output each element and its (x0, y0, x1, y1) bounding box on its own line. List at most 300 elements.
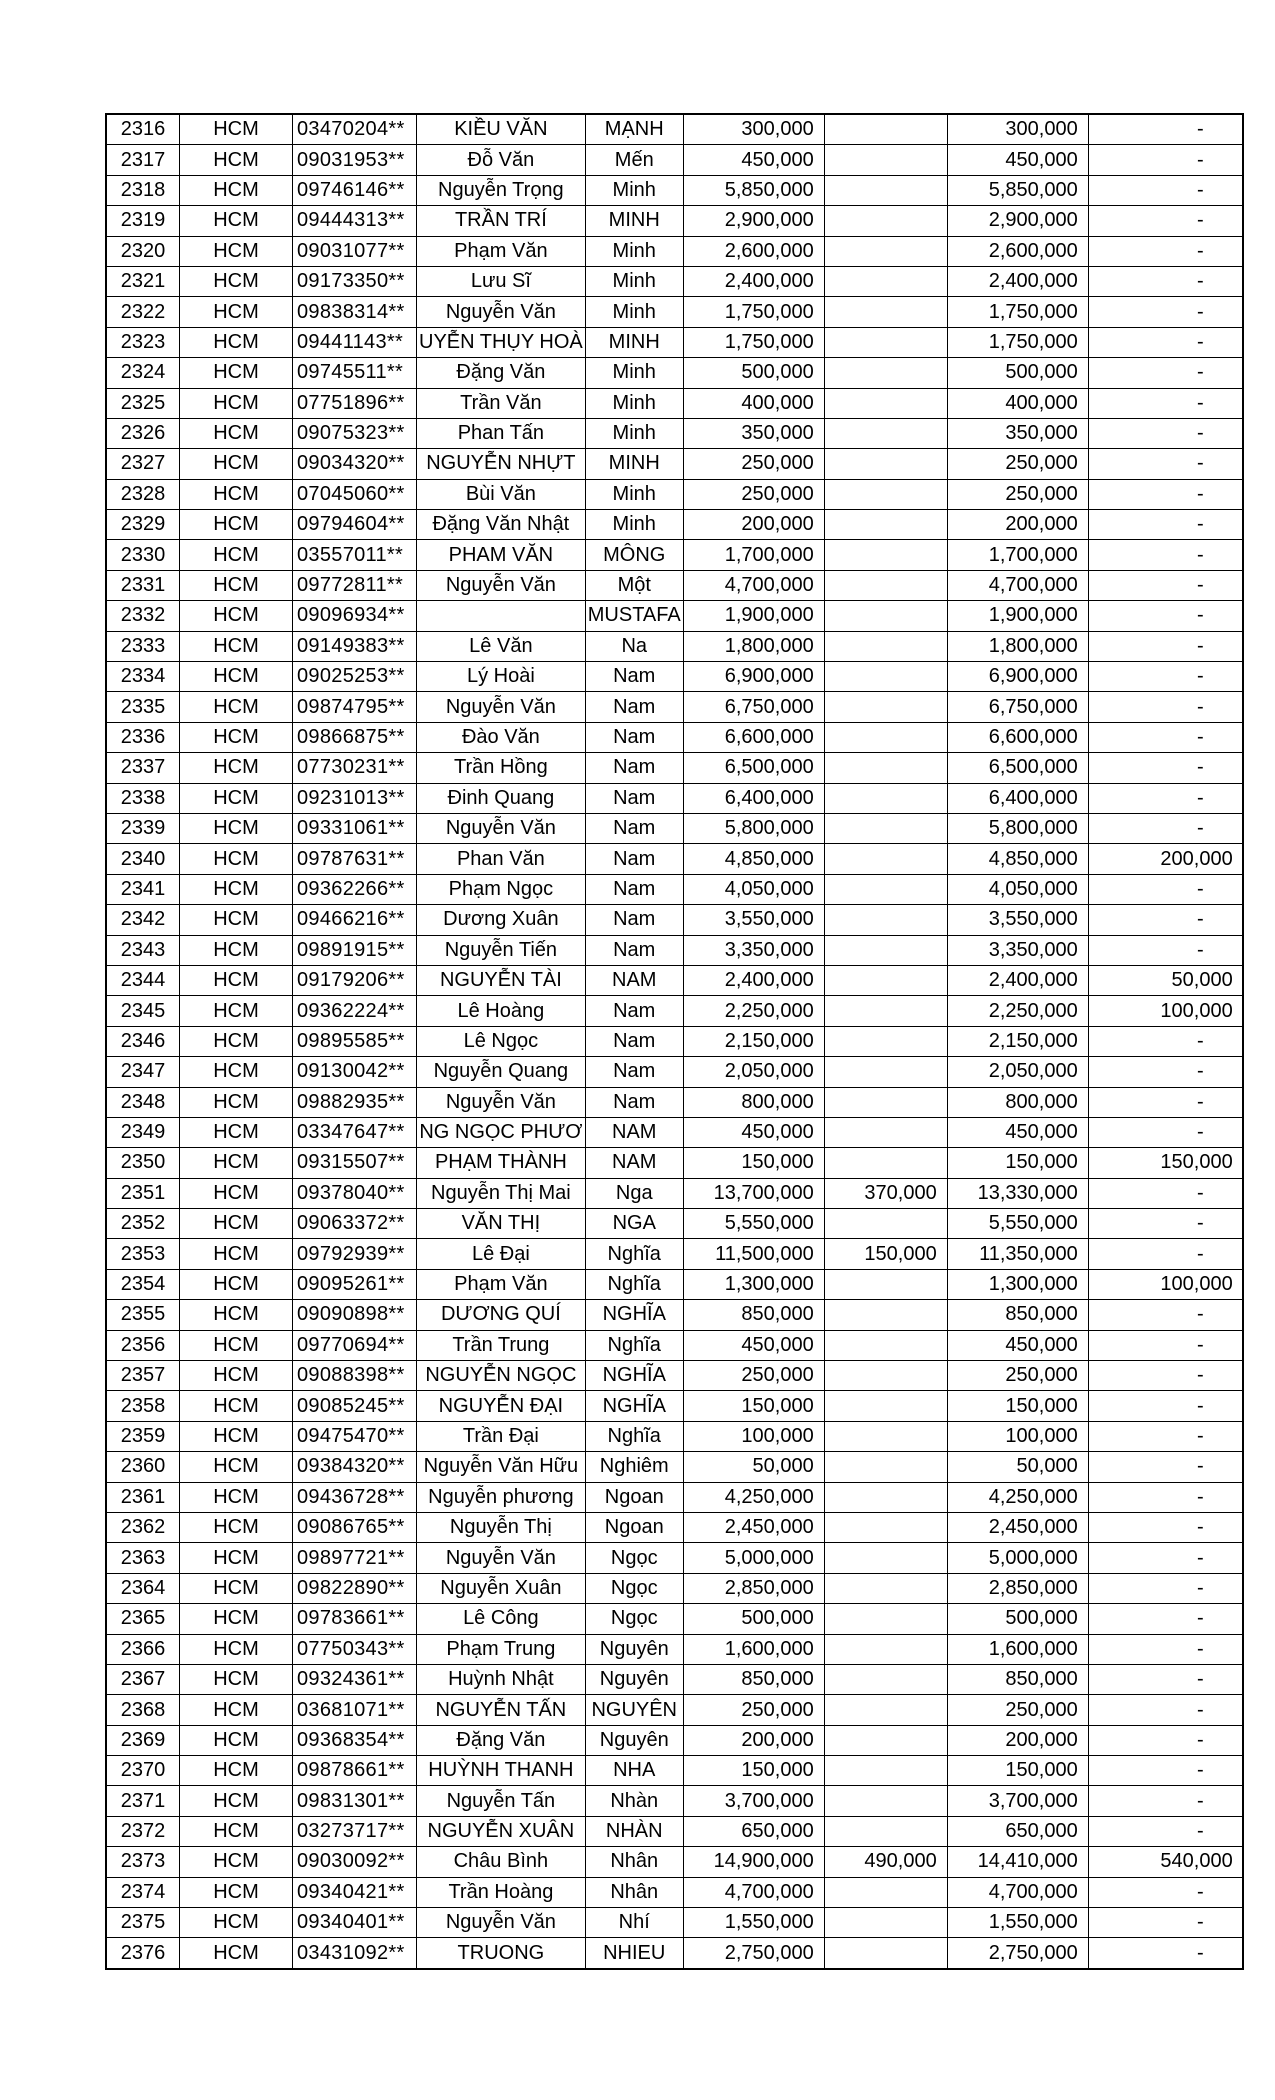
net-amount: 400,000 (947, 388, 1088, 418)
surname: Phạm Văn (417, 1269, 586, 1299)
fee (824, 1057, 947, 1087)
phone-number: 09878661** (293, 1756, 417, 1786)
row-number: 2327 (106, 449, 180, 479)
net-amount: 13,330,000 (947, 1178, 1088, 1208)
returned-amount: - (1088, 145, 1243, 175)
net-amount: 450,000 (947, 1330, 1088, 1360)
returned-amount: - (1088, 813, 1243, 843)
surname: PHAM VĂN (417, 540, 586, 570)
province: HCM (180, 1117, 293, 1147)
table-row (106, 570, 1243, 600)
net-amount: 450,000 (947, 145, 1088, 175)
phone-number: 03347647** (293, 1117, 417, 1147)
given-name: Ngọc (585, 1543, 683, 1573)
table-row (106, 1421, 1243, 1451)
net-amount: 2,450,000 (947, 1512, 1088, 1542)
fee (824, 206, 947, 236)
given-name: Nhân (585, 1847, 683, 1877)
net-amount: 4,050,000 (947, 874, 1088, 904)
returned-amount: 50,000 (1088, 965, 1243, 995)
table-row (106, 1938, 1243, 1969)
province: HCM (180, 145, 293, 175)
amount: 3,550,000 (683, 905, 824, 935)
row-number: 2359 (106, 1421, 180, 1451)
net-amount: 1,800,000 (947, 631, 1088, 661)
amount: 6,750,000 (683, 692, 824, 722)
given-name: Nam (585, 722, 683, 752)
table-row (106, 1512, 1243, 1542)
province: HCM (180, 631, 293, 661)
province: HCM (180, 1908, 293, 1938)
phone-number: 09030092** (293, 1847, 417, 1877)
phone-number: 09088398** (293, 1361, 417, 1391)
row-number: 2333 (106, 631, 180, 661)
phone-number: 09324361** (293, 1664, 417, 1694)
province: HCM (180, 783, 293, 813)
phone-number: 09034320** (293, 449, 417, 479)
row-number: 2336 (106, 722, 180, 752)
returned-amount: - (1088, 1421, 1243, 1451)
surname: Lê Đại (417, 1239, 586, 1269)
given-name: Mến (585, 145, 683, 175)
given-name: Minh (585, 510, 683, 540)
table-row (106, 145, 1243, 175)
province: HCM (180, 1330, 293, 1360)
phone-number: 09130042** (293, 1057, 417, 1087)
net-amount: 6,900,000 (947, 662, 1088, 692)
given-name: Nam (585, 1087, 683, 1117)
surname: HUỲNH THANH (417, 1756, 586, 1786)
fee (824, 1634, 947, 1664)
net-amount: 300,000 (947, 114, 1088, 145)
phone-number: 09149383** (293, 631, 417, 661)
row-number: 2370 (106, 1756, 180, 1786)
amount: 4,050,000 (683, 874, 824, 904)
row-number: 2355 (106, 1300, 180, 1330)
fee (824, 388, 947, 418)
row-number: 2365 (106, 1604, 180, 1634)
returned-amount: - (1088, 935, 1243, 965)
given-name: Minh (585, 358, 683, 388)
fee (824, 358, 947, 388)
net-amount: 11,350,000 (947, 1239, 1088, 1269)
fee (824, 175, 947, 205)
amount: 800,000 (683, 1087, 824, 1117)
fee (824, 114, 947, 145)
returned-amount: - (1088, 1877, 1243, 1907)
given-name: NGHĨA (585, 1391, 683, 1421)
row-number: 2342 (106, 905, 180, 935)
amount: 250,000 (683, 449, 824, 479)
surname: NGUYỄN NGỌC (417, 1361, 586, 1391)
given-name: Minh (585, 236, 683, 266)
row-number: 2357 (106, 1361, 180, 1391)
amount: 6,600,000 (683, 722, 824, 752)
returned-amount: 150,000 (1088, 1148, 1243, 1178)
row-number: 2319 (106, 206, 180, 236)
fee (824, 266, 947, 296)
returned-amount: - (1088, 570, 1243, 600)
phone-number: 09096934** (293, 601, 417, 631)
returned-amount: 100,000 (1088, 1269, 1243, 1299)
row-number: 2331 (106, 570, 180, 600)
phone-number: 09444313** (293, 206, 417, 236)
phone-number: 09362224** (293, 996, 417, 1026)
amount: 450,000 (683, 145, 824, 175)
province: HCM (180, 1361, 293, 1391)
surname: Đinh Quang (417, 783, 586, 813)
fee: 370,000 (824, 1178, 947, 1208)
net-amount: 2,250,000 (947, 996, 1088, 1026)
fee (824, 1604, 947, 1634)
row-number: 2335 (106, 692, 180, 722)
province: HCM (180, 753, 293, 783)
fee (824, 540, 947, 570)
surname: Trần Trung (417, 1330, 586, 1360)
table-row (106, 874, 1243, 904)
table-row (106, 449, 1243, 479)
returned-amount: - (1088, 1573, 1243, 1603)
given-name: Ngọc (585, 1573, 683, 1603)
returned-amount: - (1088, 297, 1243, 327)
province: HCM (180, 1421, 293, 1451)
given-name: Nghĩa (585, 1330, 683, 1360)
net-amount: 5,550,000 (947, 1209, 1088, 1239)
net-amount: 2,400,000 (947, 266, 1088, 296)
fee (824, 662, 947, 692)
fee (824, 1786, 947, 1816)
returned-amount: - (1088, 905, 1243, 935)
amount: 6,900,000 (683, 662, 824, 692)
given-name: NGA (585, 1209, 683, 1239)
province: HCM (180, 327, 293, 357)
province: HCM (180, 1057, 293, 1087)
phone-number: 07750343** (293, 1634, 417, 1664)
province: HCM (180, 114, 293, 145)
net-amount: 5,850,000 (947, 175, 1088, 205)
surname: Lê Công (417, 1604, 586, 1634)
table-row (106, 905, 1243, 935)
amount: 3,700,000 (683, 1786, 824, 1816)
net-amount: 2,900,000 (947, 206, 1088, 236)
returned-amount: - (1088, 175, 1243, 205)
net-amount: 1,300,000 (947, 1269, 1088, 1299)
net-amount: 250,000 (947, 479, 1088, 509)
row-number: 2360 (106, 1452, 180, 1482)
row-number: 2364 (106, 1573, 180, 1603)
province: HCM (180, 1604, 293, 1634)
given-name: Một (585, 570, 683, 600)
given-name: Minh (585, 418, 683, 448)
amount: 150,000 (683, 1756, 824, 1786)
amount: 2,850,000 (683, 1573, 824, 1603)
fee (824, 935, 947, 965)
phone-number: 09770694** (293, 1330, 417, 1360)
row-number: 2341 (106, 874, 180, 904)
province: HCM (180, 1786, 293, 1816)
net-amount: 150,000 (947, 1391, 1088, 1421)
fee (824, 1573, 947, 1603)
phone-number: 03681071** (293, 1695, 417, 1725)
row-number: 2343 (106, 935, 180, 965)
amount: 5,850,000 (683, 175, 824, 205)
table-row (106, 631, 1243, 661)
fee (824, 783, 947, 813)
surname: Phan Tấn (417, 418, 586, 448)
surname: Lê Văn (417, 631, 586, 661)
phone-number: 09794604** (293, 510, 417, 540)
fee (824, 1482, 947, 1512)
fee (824, 1664, 947, 1694)
net-amount: 500,000 (947, 1604, 1088, 1634)
row-number: 2345 (106, 996, 180, 1026)
phone-number: 09031077** (293, 236, 417, 266)
net-amount: 850,000 (947, 1664, 1088, 1694)
province: HCM (180, 813, 293, 843)
phone-number: 09897721** (293, 1543, 417, 1573)
fee (824, 631, 947, 661)
province: HCM (180, 1847, 293, 1877)
province: HCM (180, 510, 293, 540)
province: HCM (180, 874, 293, 904)
net-amount: 150,000 (947, 1148, 1088, 1178)
phone-number: 09475470** (293, 1421, 417, 1451)
row-number: 2373 (106, 1847, 180, 1877)
table-row (106, 1178, 1243, 1208)
returned-amount: - (1088, 358, 1243, 388)
returned-amount: - (1088, 1026, 1243, 1056)
surname: Nguyễn Văn (417, 1543, 586, 1573)
province: HCM (180, 418, 293, 448)
given-name: Nam (585, 813, 683, 843)
returned-amount: - (1088, 1209, 1243, 1239)
phone-number: 09075323** (293, 418, 417, 448)
row-number: 2325 (106, 388, 180, 418)
phone-number: 09063372** (293, 1209, 417, 1239)
surname: Phạm Văn (417, 236, 586, 266)
table-body (106, 114, 1243, 1969)
amount: 14,900,000 (683, 1847, 824, 1877)
amount: 4,250,000 (683, 1482, 824, 1512)
amount: 850,000 (683, 1300, 824, 1330)
surname: KIỀU VĂN (417, 114, 586, 145)
given-name: Nam (585, 783, 683, 813)
phone-number: 03273717** (293, 1816, 417, 1846)
net-amount: 6,750,000 (947, 692, 1088, 722)
returned-amount: - (1088, 1057, 1243, 1087)
phone-number: 09378040** (293, 1178, 417, 1208)
table-row (106, 1695, 1243, 1725)
row-number: 2363 (106, 1543, 180, 1573)
amount: 650,000 (683, 1816, 824, 1846)
table-row (106, 266, 1243, 296)
net-amount: 2,150,000 (947, 1026, 1088, 1056)
surname: Nguyễn Thị Mai (417, 1178, 586, 1208)
net-amount: 100,000 (947, 1421, 1088, 1451)
given-name: Nga (585, 1178, 683, 1208)
table-row (106, 965, 1243, 995)
given-name: Nam (585, 996, 683, 1026)
table-row (106, 1269, 1243, 1299)
returned-amount: - (1088, 1330, 1243, 1360)
phone-number: 09866875** (293, 722, 417, 752)
net-amount: 250,000 (947, 1695, 1088, 1725)
fee: 150,000 (824, 1239, 947, 1269)
given-name: NGHĨA (585, 1361, 683, 1391)
amount: 6,500,000 (683, 753, 824, 783)
surname (417, 601, 586, 631)
net-amount: 1,600,000 (947, 1634, 1088, 1664)
net-amount: 500,000 (947, 358, 1088, 388)
returned-amount: 100,000 (1088, 996, 1243, 1026)
row-number: 2369 (106, 1725, 180, 1755)
amount: 150,000 (683, 1148, 824, 1178)
surname: Lý Hoài (417, 662, 586, 692)
fee (824, 479, 947, 509)
table-row (106, 935, 1243, 965)
surname: Nguyễn Văn (417, 1908, 586, 1938)
amount: 250,000 (683, 479, 824, 509)
returned-amount: - (1088, 601, 1243, 631)
table-row (106, 1908, 1243, 1938)
fee (824, 813, 947, 843)
table-row (106, 236, 1243, 266)
fee (824, 1725, 947, 1755)
amount: 2,400,000 (683, 266, 824, 296)
given-name: Na (585, 631, 683, 661)
table-row (106, 1604, 1243, 1634)
phone-number: 09340421** (293, 1877, 417, 1907)
phone-number: 09466216** (293, 905, 417, 935)
phone-number: 09368354** (293, 1725, 417, 1755)
amount: 5,000,000 (683, 1543, 824, 1573)
phone-number: 09179206** (293, 965, 417, 995)
returned-amount: - (1088, 1908, 1243, 1938)
amount: 300,000 (683, 114, 824, 145)
table-row (106, 388, 1243, 418)
province: HCM (180, 206, 293, 236)
net-amount: 6,600,000 (947, 722, 1088, 752)
row-number: 2318 (106, 175, 180, 205)
amount: 200,000 (683, 1725, 824, 1755)
province: HCM (180, 601, 293, 631)
fee (824, 1512, 947, 1542)
surname: Đặng Văn Nhật (417, 510, 586, 540)
row-number: 2332 (106, 601, 180, 631)
returned-amount: - (1088, 1756, 1243, 1786)
province: HCM (180, 1756, 293, 1786)
table-row (106, 418, 1243, 448)
given-name: Minh (585, 479, 683, 509)
given-name: MÔNG (585, 540, 683, 570)
amount: 100,000 (683, 1421, 824, 1451)
amount: 2,450,000 (683, 1512, 824, 1542)
amount: 5,550,000 (683, 1209, 824, 1239)
surname: Nguyễn Quang (417, 1057, 586, 1087)
province: HCM (180, 1148, 293, 1178)
row-number: 2352 (106, 1209, 180, 1239)
surname: UYỄN THỤY HOÀ (417, 327, 586, 357)
returned-amount: - (1088, 1117, 1243, 1147)
amount: 1,700,000 (683, 540, 824, 570)
province: HCM (180, 1695, 293, 1725)
table-row (106, 297, 1243, 327)
table-row (106, 1239, 1243, 1269)
row-number: 2374 (106, 1877, 180, 1907)
returned-amount: - (1088, 1300, 1243, 1330)
province: HCM (180, 358, 293, 388)
province: HCM (180, 1087, 293, 1117)
returned-amount: - (1088, 692, 1243, 722)
table-row (106, 1330, 1243, 1360)
province: HCM (180, 1664, 293, 1694)
table-row (106, 206, 1243, 236)
surname: DƯƠNG QUÍ (417, 1300, 586, 1330)
table-row (106, 753, 1243, 783)
given-name: Nam (585, 844, 683, 874)
row-number: 2337 (106, 753, 180, 783)
fee (824, 1877, 947, 1907)
amount: 4,700,000 (683, 570, 824, 600)
net-amount: 350,000 (947, 418, 1088, 448)
province: HCM (180, 1512, 293, 1542)
province: HCM (180, 1269, 293, 1299)
province: HCM (180, 297, 293, 327)
amount: 500,000 (683, 358, 824, 388)
table-row (106, 479, 1243, 509)
amount: 2,400,000 (683, 965, 824, 995)
phone-number: 09882935** (293, 1087, 417, 1117)
surname: NG NGỌC PHƯƠ (417, 1117, 586, 1147)
given-name: Ngoan (585, 1482, 683, 1512)
province: HCM (180, 570, 293, 600)
given-name: Nghĩa (585, 1239, 683, 1269)
row-number: 2375 (106, 1908, 180, 1938)
donation-table (105, 113, 1244, 1970)
given-name: Nam (585, 935, 683, 965)
table-row (106, 1209, 1243, 1239)
row-number: 2320 (106, 236, 180, 266)
fee (824, 1026, 947, 1056)
given-name: Nhân (585, 1877, 683, 1907)
province: HCM (180, 965, 293, 995)
province: HCM (180, 1482, 293, 1512)
phone-number: 09746146** (293, 175, 417, 205)
table-row (106, 1573, 1243, 1603)
fee (824, 692, 947, 722)
surname: Đặng Văn (417, 1725, 586, 1755)
table-row (106, 1877, 1243, 1907)
given-name: Ngọc (585, 1604, 683, 1634)
phone-number: 09231013** (293, 783, 417, 813)
amount: 2,900,000 (683, 206, 824, 236)
phone-number: 09340401** (293, 1908, 417, 1938)
row-number: 2323 (106, 327, 180, 357)
net-amount: 250,000 (947, 449, 1088, 479)
returned-amount: - (1088, 1087, 1243, 1117)
table-row (106, 1786, 1243, 1816)
province: HCM (180, 175, 293, 205)
returned-amount: - (1088, 1725, 1243, 1755)
row-number: 2321 (106, 266, 180, 296)
amount: 2,050,000 (683, 1057, 824, 1087)
net-amount: 200,000 (947, 1725, 1088, 1755)
fee (824, 1391, 947, 1421)
given-name: Nhí (585, 1908, 683, 1938)
surname: Phan Văn (417, 844, 586, 874)
table-row (106, 1087, 1243, 1117)
fee (824, 844, 947, 874)
